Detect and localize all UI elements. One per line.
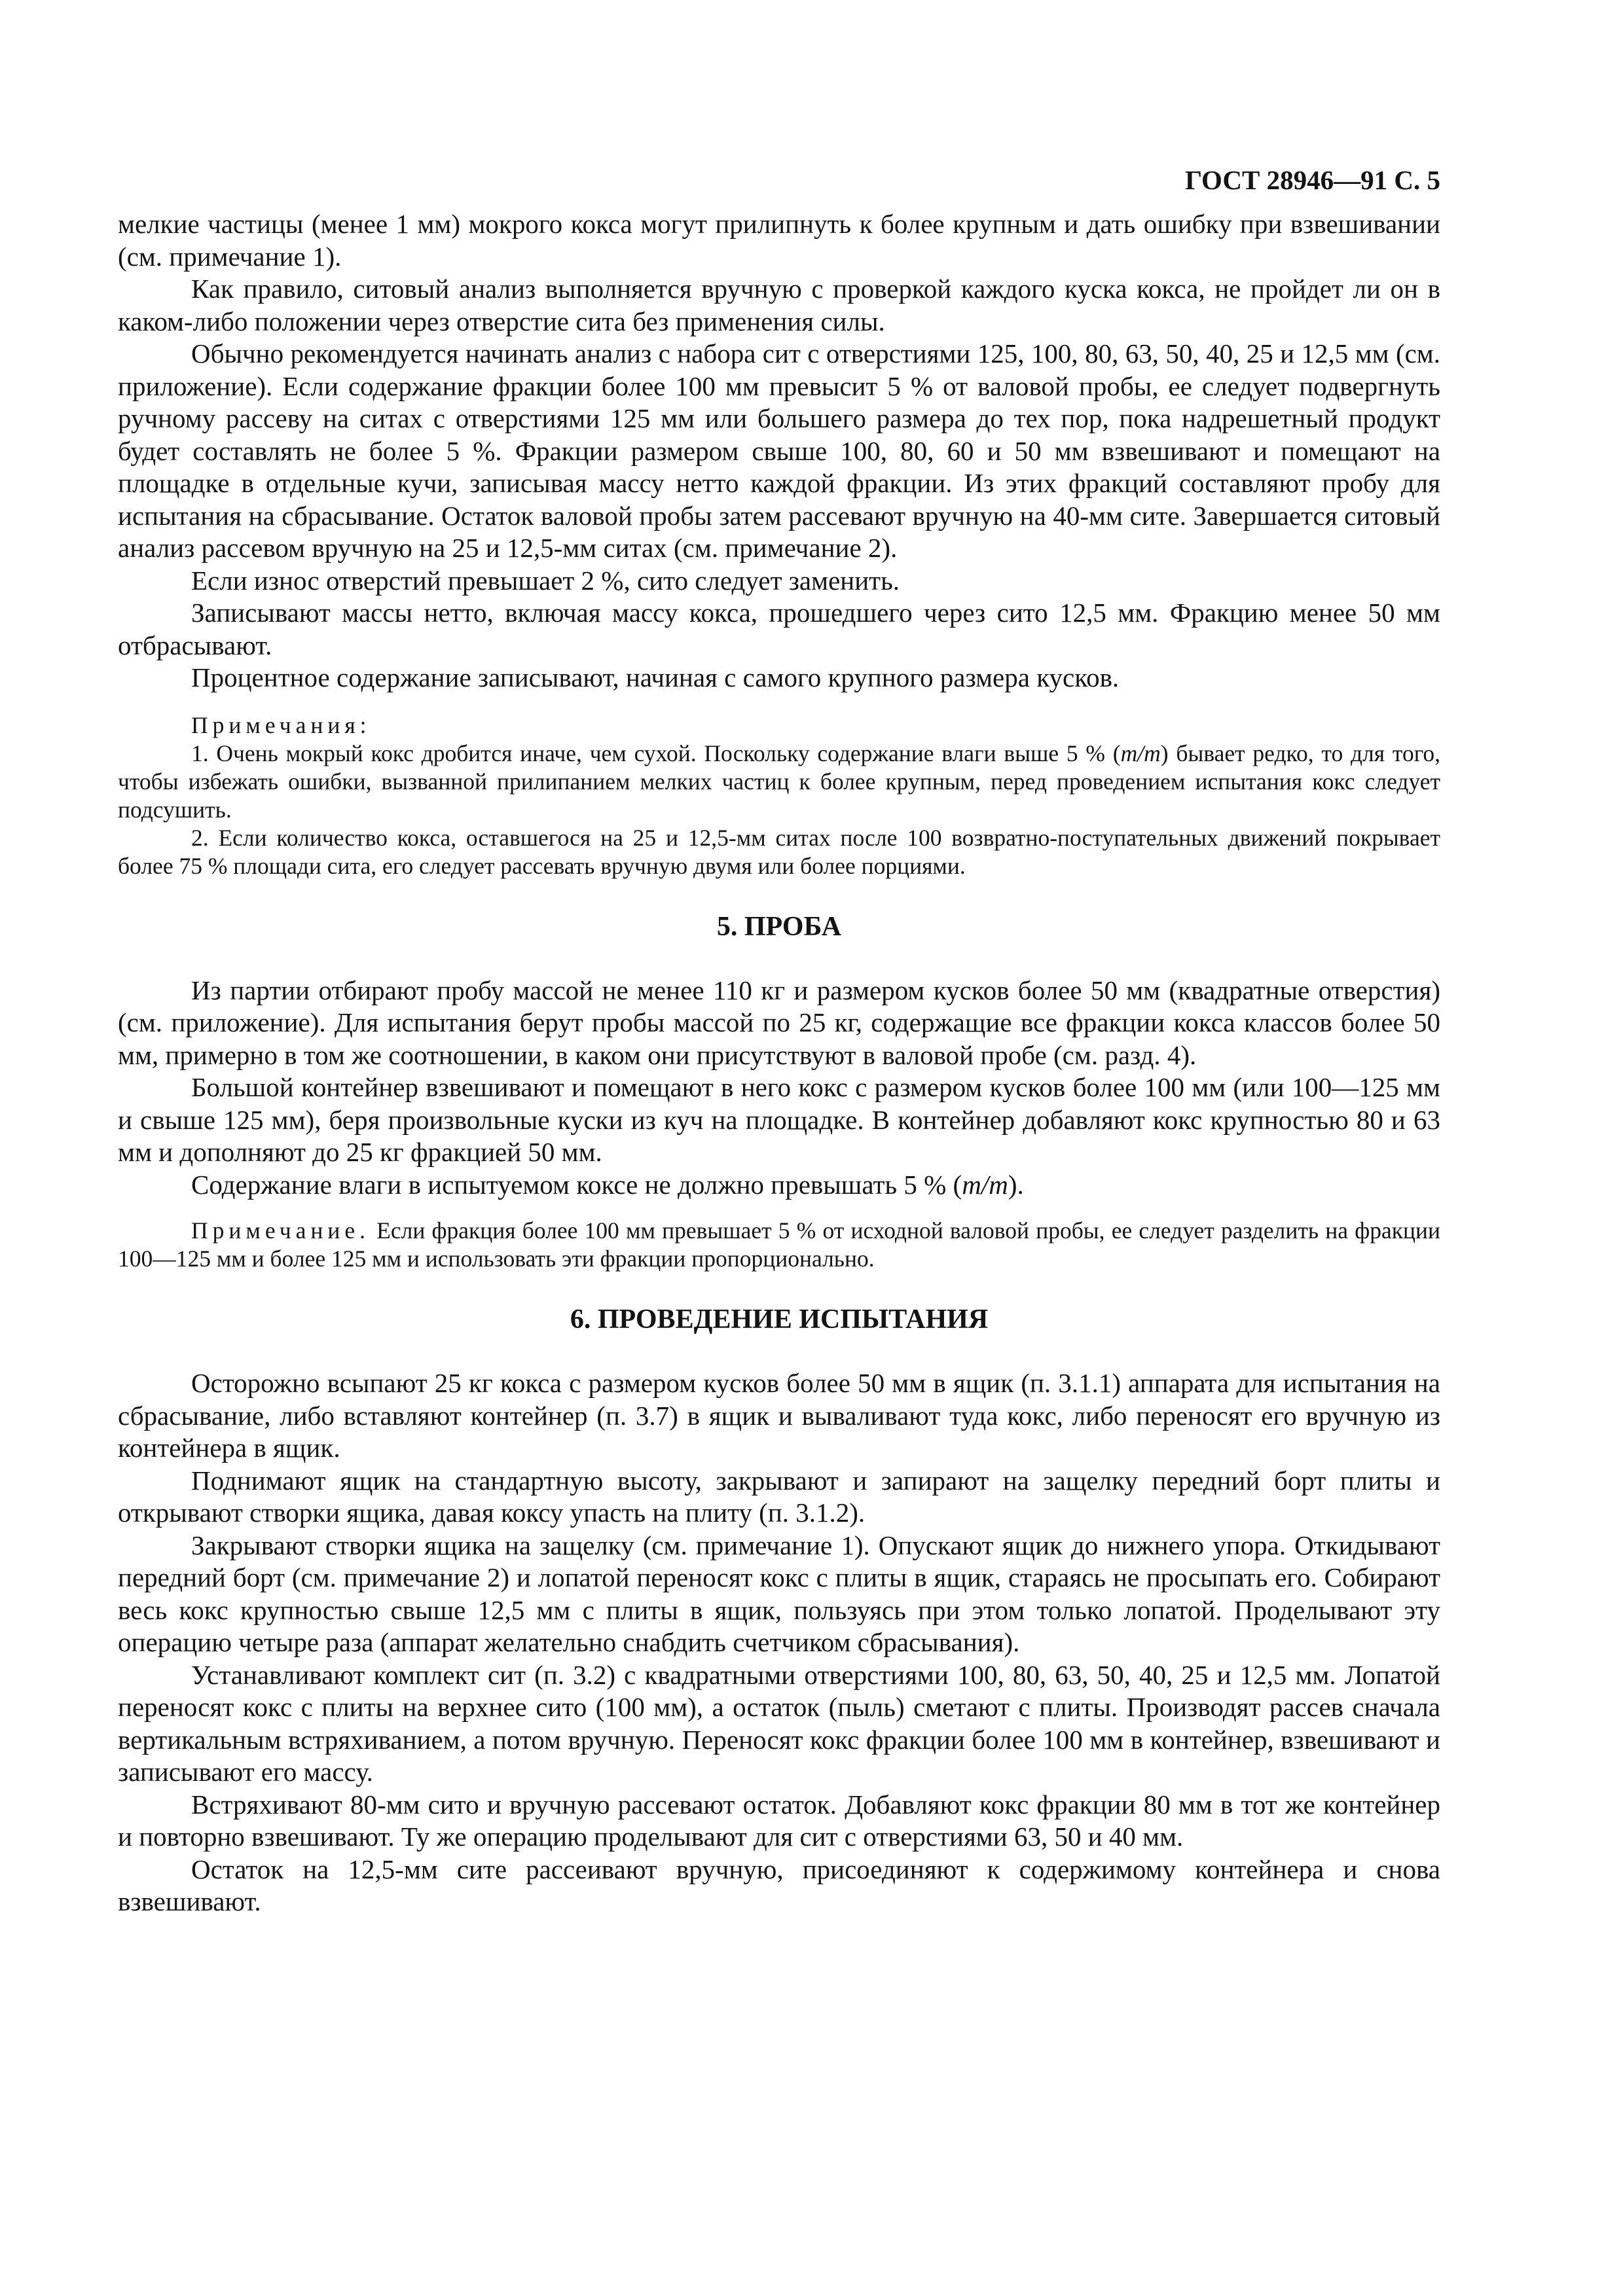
- paragraph: Обычно рекомендуется начинать анализ с набора сит с отверстиями 125, 100, 80, 63, 50, 40, 25 и 12,5 мм (см. приложение). Если содержание фракции более 100 мм превысит 5 % от валовой пробы, ее следует подвергнуть ручному рассеву на ситах с отверстиями 125 мм или большего размера до тех пор, пока надрешетный продукт будет составлять не более 5 %. Фракции размером свыше 100, 80, 60 и 50 мм взвешивают и помещают на площадке в отдельные кучи, записывая массу нетто каждой фракции. Из этих фракций составляют пробу для испытания на сбрасывание. Остаток валовой пробы затем рассевают вручную на 40-мм сите. Завершается ситовый анализ рассевом вручную на 25 и 12,5-мм ситах (см. примечание 2).: [118, 338, 1440, 563]
- note-item: 2. Если количество кокса, оставшегося на 25 и 12,5-мм ситах после 100 возвратно-поступательных движений покрывает более 75 % площади сита, его следует рассевать вручную двумя или более порциями.: [118, 824, 1440, 879]
- paragraph: Устанавливают комплект сит (п. 3.2) с квадратными отверстиями 100, 80, 63, 50, 40, 25 и 12,5 мм. Лопатой переносят кокс с плиты на верхнее сито (100 мм), а остаток (пыль) сметают с плиты. Производят рассев сначала вертикальным встряхиванием, а потом вручную. Переносят кокс фракции более 100 мм в контейнер, взвешивают и записывают его массу.: [118, 1659, 1440, 1787]
- paragraph-text: ).: [1008, 1169, 1024, 1200]
- note-text: Если фракция более 100 мм превышает 5 % от исходной валовой пробы, ее следует разделить на фракции 100—125 мм и более 125 мм и использовать эти фракции пропорционально.: [118, 1217, 1440, 1272]
- paragraph: [118, 1169, 1440, 1202]
- note-item: [118, 1217, 1440, 1273]
- paragraph: Встряхивают 80-мм сито и вручную рассевают остаток. Добавляют кокс фракции 80 мм в тот же контейнер и повторно взвешивают. Ту же операцию проделывают для сит с отверстиями 63, 50 и 40 мм.: [118, 1789, 1440, 1852]
- section-4-continuation: [118, 208, 1440, 694]
- paragraph: мелкие частицы (менее 1 мм) мокрого кокса могут прилипнуть к более крупным и дать ошибку при взвешивании (см. примечание 1).: [118, 209, 1440, 272]
- paragraph: Остаток на 12,5-мм сите рассеивают вручную, присоединяют к содержимому контейнера и снова взвешивают.: [118, 1854, 1440, 1916]
- page-header: ГОСТ 28946—91 С. 5: [1184, 165, 1440, 195]
- notes-heading: Примечания:: [191, 711, 371, 738]
- paragraph: Записывают массы нетто, включая массу кокса, прошедшего через сито 12,5 мм. Фракцию менее 50 мм отбрасывают.: [118, 598, 1440, 660]
- paragraph: Процентное содержание записывают, начиная с самого крупного размера кусков.: [191, 662, 1120, 692]
- note-text: ) бывает редко, то для того, чтобы избежать ошибки, вызванной прилипанием мелких частиц к более крупным, перед проведением испытания кокс следует подсушить.: [118, 740, 1440, 823]
- notes-block: [118, 711, 1440, 880]
- section-5: [118, 975, 1440, 1274]
- italic-unit: m/m: [962, 1169, 1008, 1200]
- note-text: 1. Очень мокрый кокс дробится иначе, чем сухой. Поскольку содержание влаги выше 5 % (: [191, 740, 1121, 766]
- document-page: [118, 164, 1440, 1918]
- paragraph: Закрывают створки ящика на защелку (см. примечание 1). Опускают ящик до нижнего упора. Откидывают передний борт (см. примечание 2) и лопатой переносят кокс с плиты в ящик, стараясь не просыпать его. Собирают весь кокс крупностью свыше 12,5 мм с плиты в ящик, пользуясь при этом только лопатой. Проделывают эту операцию четыре раза (аппарат желательно снабдить счетчиком сбрасывания).: [118, 1530, 1440, 1657]
- paragraph: Большой контейнер взвешивают и помещают в него кокс с размером кусков более 100 мм (или 100—125 мм и свыше 125 мм), беря произвольные куски из куч на площадке. В контейнер добавляют кокс крупностью 80 и 63 мм и дополняют до 25 кг фракцией 50 мм.: [118, 1072, 1440, 1167]
- paragraph: Осторожно всыпают 25 кг кокса с размером кусков более 50 мм в ящик (п. 3.1.1) аппарата для испытания на сбрасывание, либо вставляют контейнер (п. 3.7) в ящик и вываливают туда кокс, либо переносят его вручную из контейнера в ящик.: [118, 1368, 1440, 1463]
- note-label: Примечание.: [191, 1217, 370, 1244]
- note-item: [118, 740, 1440, 824]
- section-6: [118, 1367, 1440, 1918]
- section-title: 6. ПРОВЕДЕНИЕ ИСПЫТАНИЯ: [570, 1304, 989, 1335]
- paragraph: Если износ отверстий превышает 2 %, сито следует заменить.: [191, 565, 900, 596]
- section-title: 5. ПРОБА: [716, 911, 842, 942]
- note-italic-unit: m/m: [1120, 740, 1161, 766]
- section-5-note: [118, 1217, 1440, 1273]
- paragraph: Из партии отбирают пробу массой не менее 110 кг и размером кусков более 50 мм (квадратные отверстия) (см. приложение). Для испытания берут пробы массой по 25 кг, содержащие все фракции кокса классов более 50 мм, примерно в том же соотношении, в каком они присутствуют в валовой пробе (см. разд. 4).: [118, 975, 1440, 1070]
- paragraph: Поднимают ящик на стандартную высоту, закрывают и запирают на защелку передний борт плиты и открывают створки ящика, давая коксу упасть на плиту (п. 3.1.2).: [118, 1465, 1440, 1528]
- paragraph: Как правило, ситовый анализ выполняется вручную с проверкой каждого куска кокса, не пройдет ли он в каком-либо положении через отверстие сита без применения силы.: [118, 274, 1440, 336]
- paragraph-text: Содержание влаги в испытуемом коксе не должно превышать 5 % (: [191, 1169, 962, 1200]
